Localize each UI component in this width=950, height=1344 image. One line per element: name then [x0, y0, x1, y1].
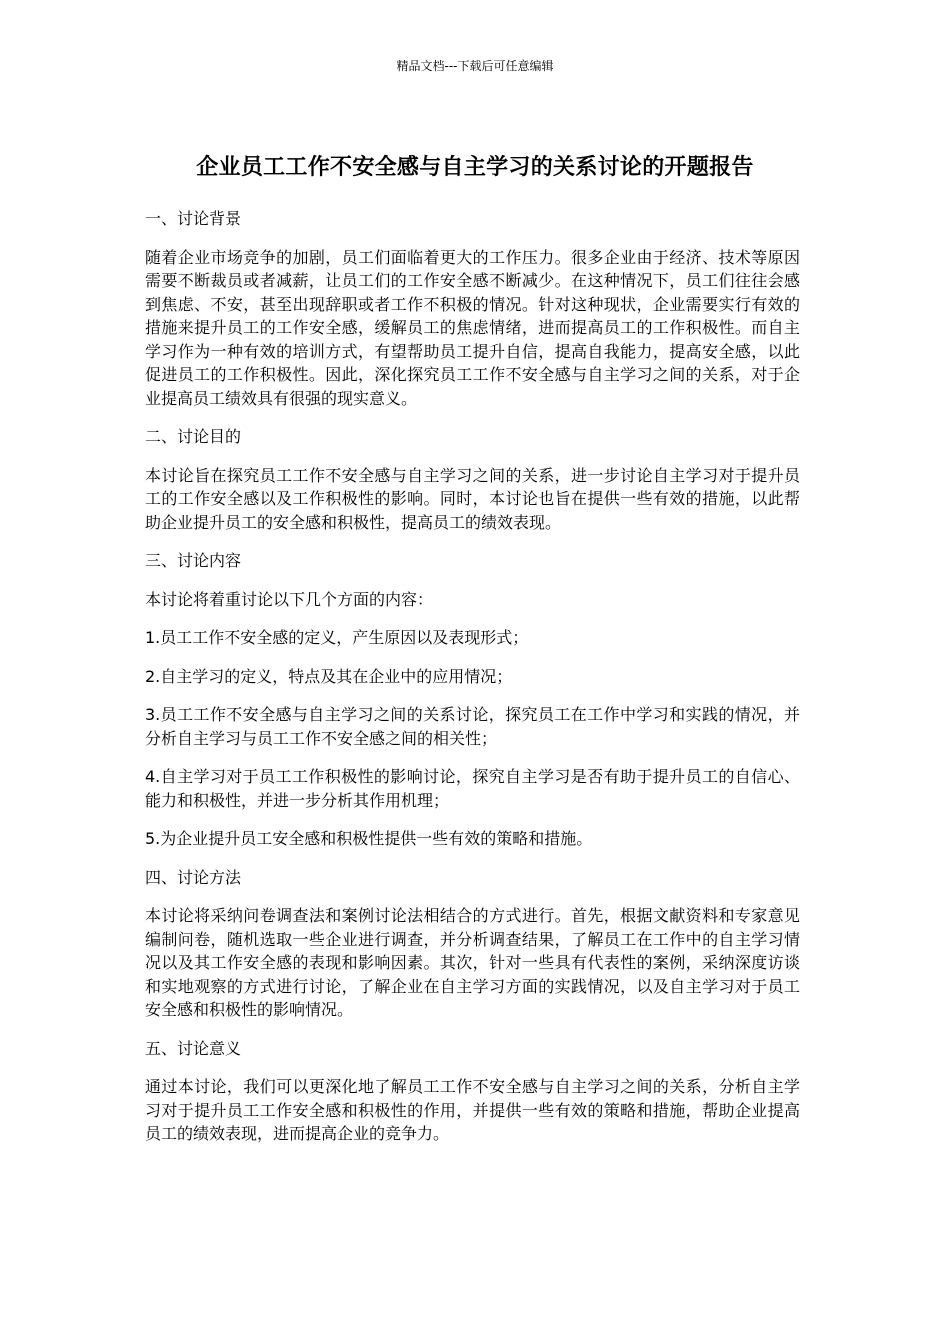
list-item: 2.自主学习的定义，特点及其在企业中的应用情况；	[145, 666, 513, 686]
page-header: 精品文档---下载后可任意编辑	[396, 59, 554, 73]
list-item: 5.为企业提升员工安全感和积极性提供一些有效的策略和措施。	[145, 829, 593, 848]
section-heading-purpose: 二、讨论目的	[145, 427, 242, 446]
list-item: 1.员工工作不安全感的定义，产生原因以及表现形式；	[145, 628, 529, 647]
section-heading-significance: 五、讨论意义	[145, 1038, 242, 1058]
paragraph-content-intro: 本讨论将着重讨论以下几个方面的内容：	[145, 589, 434, 609]
document-title: 企业员工工作不安全感与自主学习的关系讨论的开题报告	[196, 154, 754, 180]
paragraph-background: 随着企业市场竞争的加剧，员工们面临着更大的工作压力。很多企业由于经济、技术等原因需要不断裁员或者减薪，让员工们的工作安全感不断减少。在这种情况下，员工们往往会感到焦虑、不安，甚至出现辞职或者工作不积极的情况。针对这种现状，企业需要实行有效的措施来提升员工的工作安全感，缓解员工的焦虑情绪，进而提高员工的工作积极性。而自主学习作为一种有效的培训方式，有望帮助员工提升自信，提高自我能力，提高安全感，以此促进员工的工作积极性。因此，深化探究员工工作不安全感与自主学习之间的关系，对于企业提高员工绩效具有很强的现实意义。	[145, 247, 800, 408]
section-heading-background: 一、讨论背景	[145, 209, 242, 228]
document-body	[145, 207, 800, 1161]
paragraph-significance: 通过本讨论，我们可以更深化地了解员工工作不安全感与自主学习之间的关系，分析自主学习对于提升员工工作安全感和积极性的作用，并提供一些有效的策略和措施，帮助企业提高员工的绩效表现，进而提高企业的竞争力。	[145, 1077, 800, 1143]
list-item: 3.员工工作不安全感与自主学习之间的关系讨论，探究员工在工作中学习和实践的情况，并分析自主学习与员工工作不安全感之间的相关性；	[145, 705, 800, 748]
section-heading-method: 四、讨论方法	[145, 867, 242, 887]
paragraph-method: 本讨论将采纳问卷调查法和案例讨论法相结合的方式进行。首先，根据文献资料和专家意见编制问卷，随机选取一些企业进行调查，并分析调查结果，了解员工在工作中的自主学习情况以及其工作安全感的表现和影响因素。其次，针对一些具有代表性的案例，采纳深度访谈和实地观察的方式进行讨论，了解企业在自主学习方面的实践情况，以及自主学习对于员工安全感和积极性的影响情况。	[145, 906, 800, 1019]
section-heading-content: 三、讨论内容	[145, 551, 242, 570]
paragraph-purpose: 本讨论旨在探究员工工作不安全感与自主学习之间的关系，进一步讨论自主学习对于提升员工的工作安全感以及工作积极性的影响。同时，本讨论也旨在提供一些有效的措施，以此帮助企业提升员工的安全感和积极性，提高员工的绩效表现。	[145, 465, 800, 532]
list-item: 4.自主学习对于员工工作积极性的影响讨论，探究自主学习是否有助于提升员工的自信心、能力和积极性，并进一步分析其作用机理；	[145, 767, 800, 810]
